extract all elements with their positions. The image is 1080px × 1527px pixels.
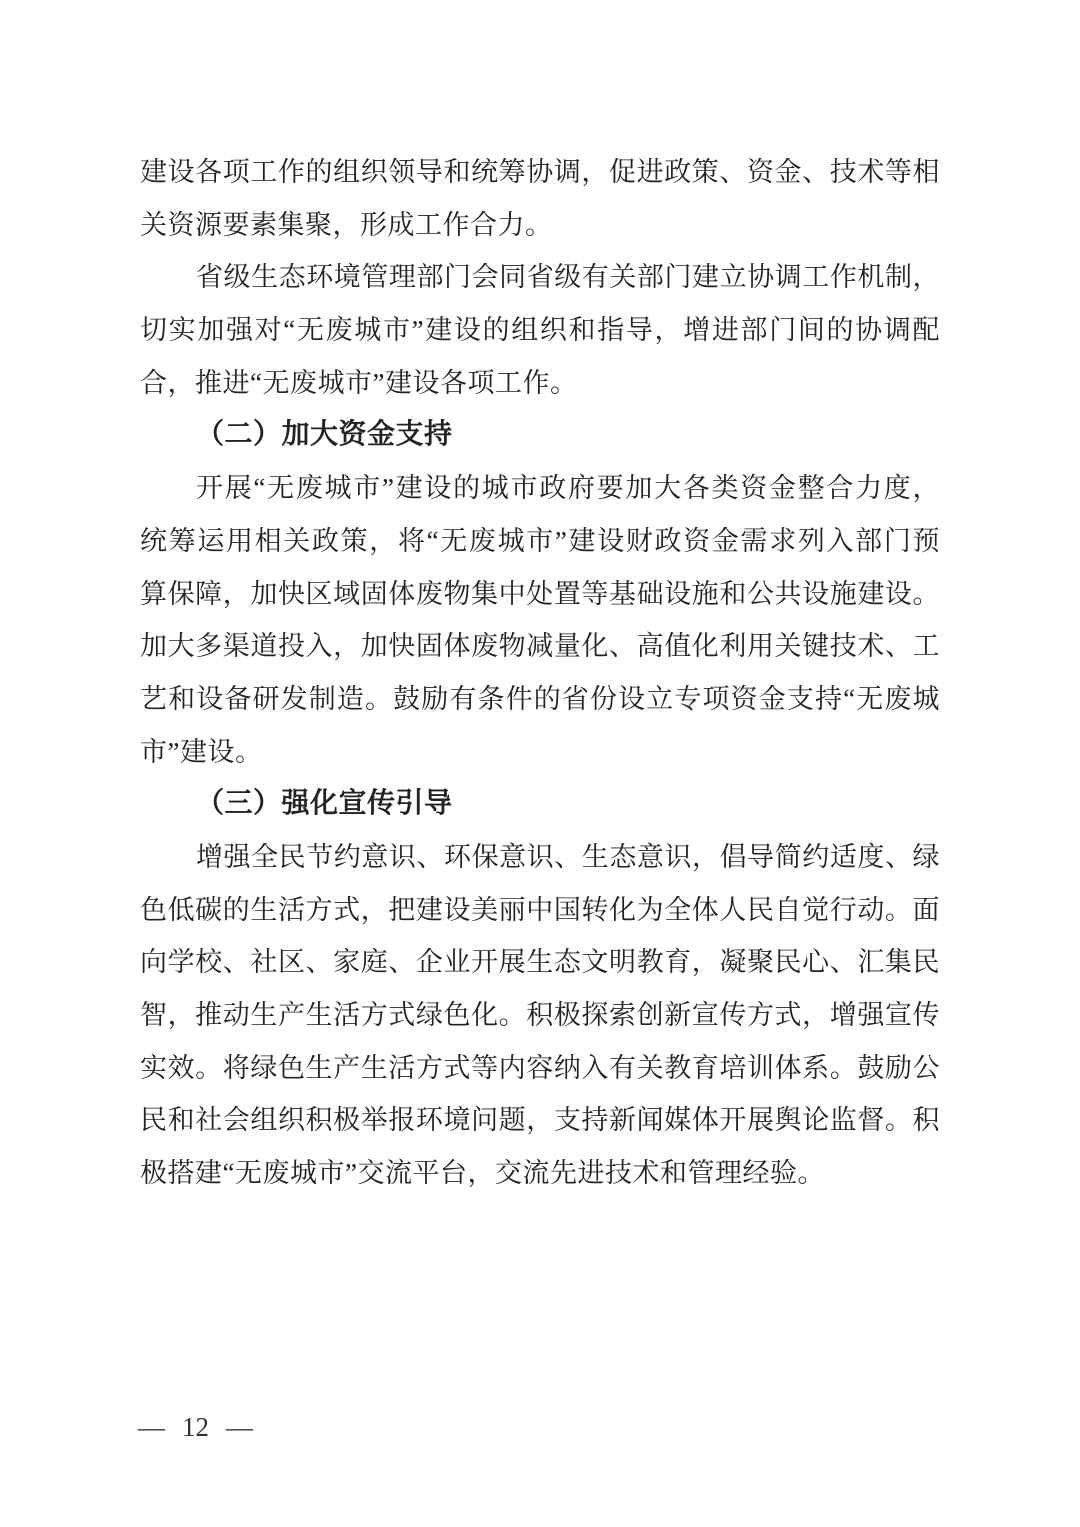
text-line: 合，推进“无废城市”建设各项工作。	[140, 367, 578, 398]
text-line: 省级生态环境管理部门会同省级有关部门建立协调工作机制，	[196, 262, 940, 293]
text-line: 市”建设。	[140, 736, 263, 767]
page-footer	[138, 1409, 253, 1445]
section-heading-3: （三）强化宣传引导	[196, 788, 453, 820]
text-line: 统筹运用相关政策，将“无废城市”建设财政资金需求列入部门预	[140, 525, 940, 556]
text-line: 极搭建“无废城市”交流平台，交流先进技术和管理经验。	[140, 1158, 825, 1189]
text-line: 加大多渠道投入，加快固体废物减量化、高值化利用关键技术、工	[140, 631, 940, 662]
text-line: 增强全民节约意识、环保意识、生态意识，倡导简约适度、绿	[196, 841, 940, 872]
text-line: 实效。将绿色生产生活方式等内容纳入有关教育培训体系。鼓励公	[140, 1052, 940, 1083]
footer-dash-left: —	[138, 1412, 165, 1442]
text-line: 民和社会组织积极举报环境问题，支持新闻媒体开展舆论监督。积	[140, 1105, 940, 1136]
text-line: 色低碳的生活方式，把建设美丽中国转化为全体人民自觉行动。面	[140, 894, 940, 925]
document-body	[140, 146, 940, 1200]
text-line: 关资源要素集聚，形成工作合力。	[140, 209, 553, 240]
footer-dash-right: —	[226, 1412, 253, 1442]
text-line: 建设各项工作的组织领导和统筹协调，促进政策、资金、技术等相	[140, 157, 940, 187]
text-line: 算保障，加快区域固体废物集中处置等基础设施和公共设施建设。	[140, 578, 940, 609]
text-line: 切实加强对“无废城市”建设的组织和指导，增进部门间的协调配	[140, 315, 940, 346]
text-line: 艺和设备研发制造。鼓励有条件的省份设立专项资金支持“无废城	[140, 683, 940, 714]
section-heading-2: （二）加大资金支持	[196, 419, 453, 451]
page-number: 12	[182, 1412, 209, 1442]
text-line: 智，推动生产生活方式绿色化。积极探索创新宣传方式，增强宣传	[140, 1000, 940, 1030]
text-line: 向学校、社区、家庭、企业开展生态文明教育，凝聚民心、汇集民	[140, 947, 940, 978]
text-line: 开展“无废城市”建设的城市政府要加大各类资金整合力度，	[196, 473, 940, 504]
